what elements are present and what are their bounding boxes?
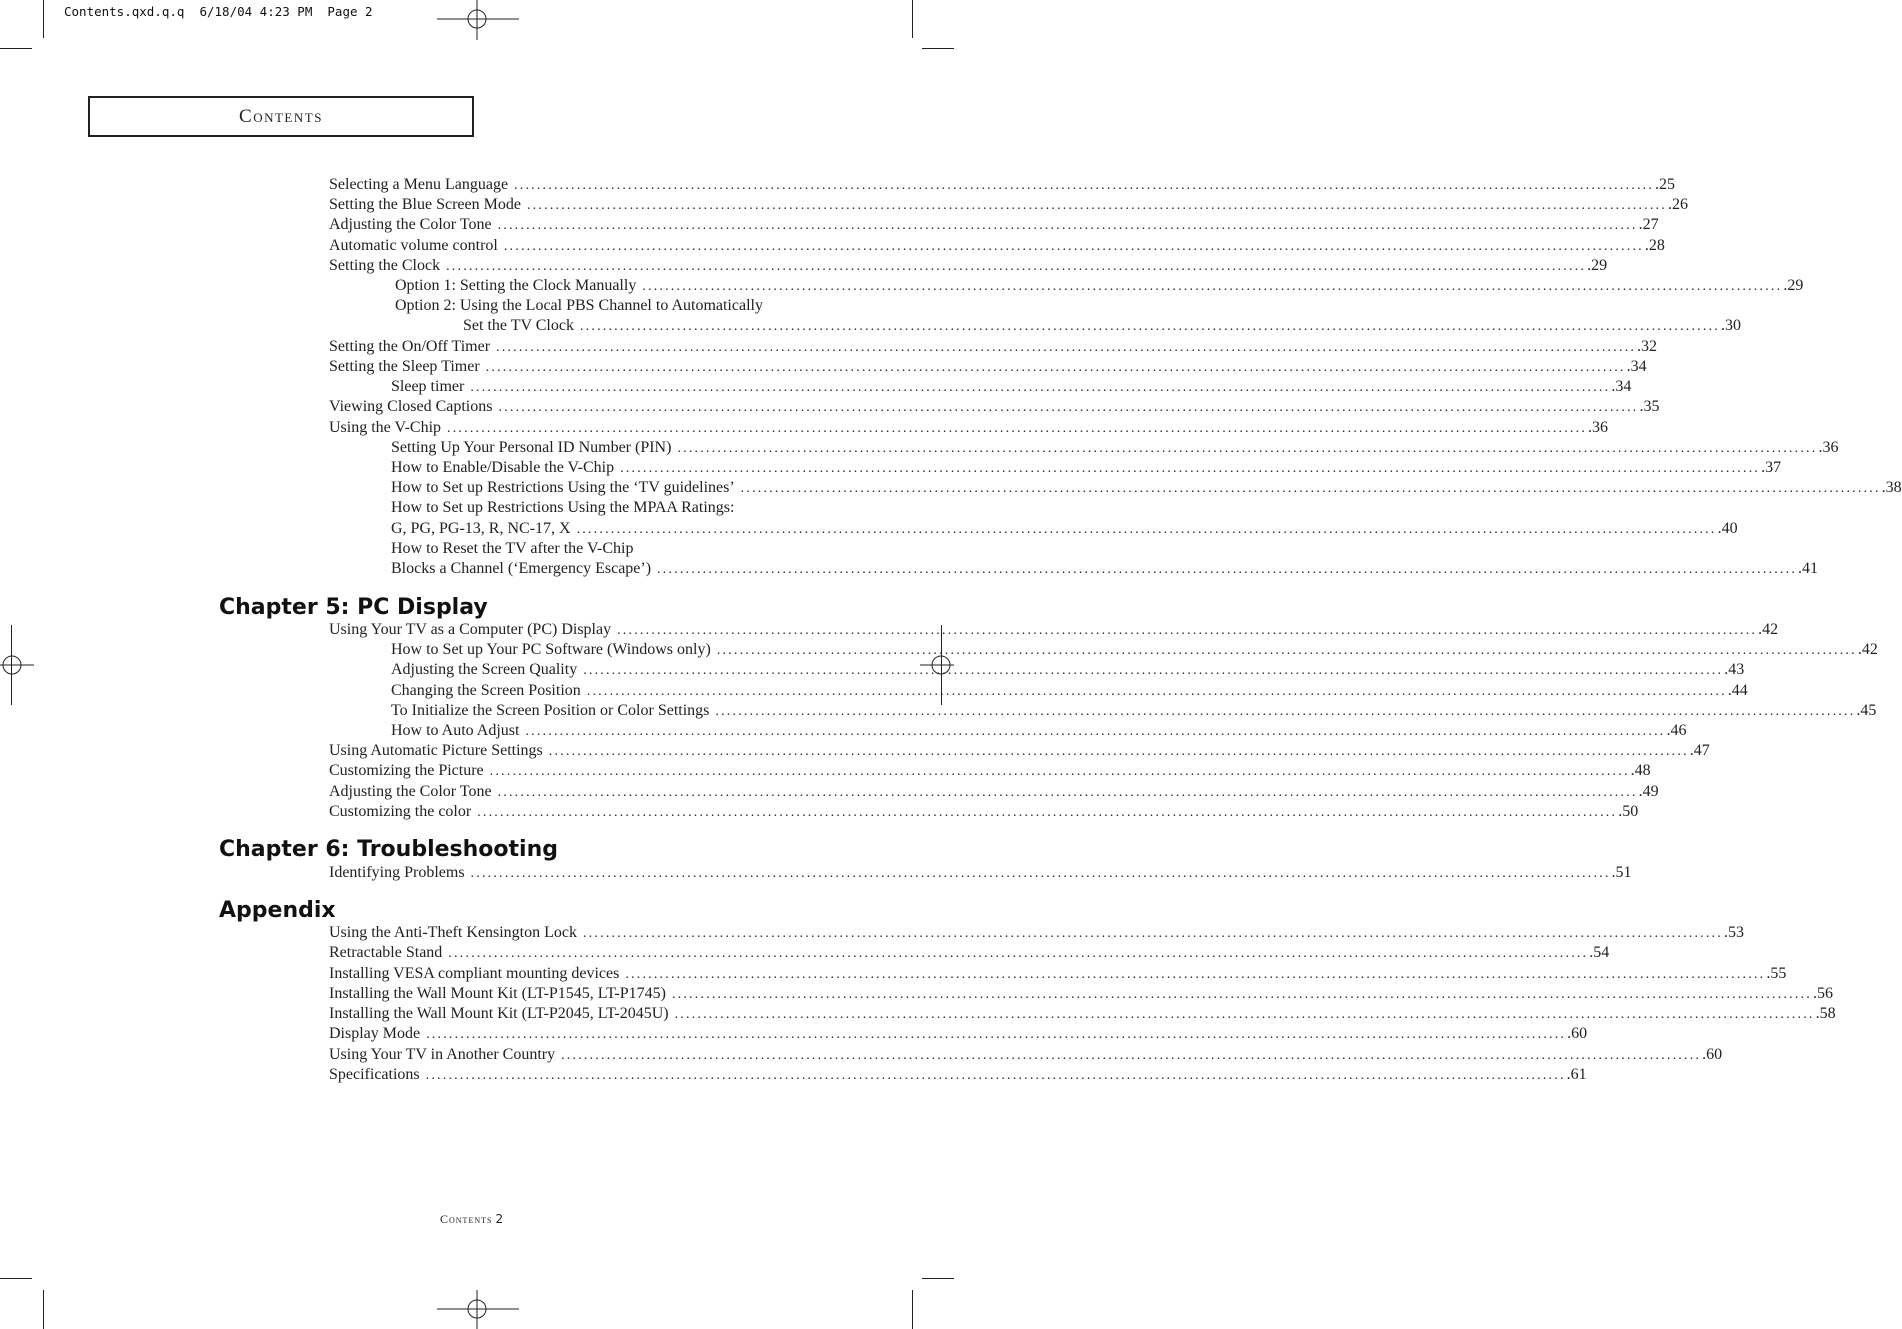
dot-leader: ........................................................................................................................................................................................................ xyxy=(470,866,1611,881)
toc-entry[interactable] xyxy=(329,782,1659,802)
dot-leader: ........................................................................................................................................................................................................ xyxy=(503,239,1644,254)
toc-entry[interactable] xyxy=(329,397,1660,417)
toc-entry[interactable] xyxy=(329,863,1632,883)
registration-mark-icon xyxy=(0,645,34,685)
dot-leader: ........................................................................................................................................................................................................ xyxy=(586,684,1727,699)
toc-entry[interactable] xyxy=(395,276,1804,296)
dot-leader: ........................................................................................................................................................................................................ xyxy=(526,198,1667,213)
toc-entry[interactable] xyxy=(329,175,1676,195)
toc-entry[interactable] xyxy=(329,357,1647,377)
toc-entry-title: Automatic volume control xyxy=(329,237,498,254)
toc-entry-page: .30 xyxy=(1720,317,1741,334)
toc-entry-title: Display Mode xyxy=(329,1025,421,1042)
toc-entry-page: .35 xyxy=(1639,398,1660,415)
toc-entry-title: Setting the On/Off Timer xyxy=(329,338,491,355)
toc-entry[interactable] xyxy=(329,741,1710,761)
toc-entry-title: Changing the Screen Position xyxy=(391,682,581,699)
toc-entry-title: Retractable Stand xyxy=(329,944,443,961)
toc-entry[interactable] xyxy=(329,418,1609,438)
toc-entry[interactable] xyxy=(329,802,1639,822)
toc-entry-title: Sleep timer xyxy=(391,378,465,395)
toc-entry-page: .44 xyxy=(1727,682,1748,699)
toc-entry-page: .53 xyxy=(1723,924,1744,941)
toc-entry-page: .42 xyxy=(1857,641,1878,658)
toc-entry-page: .48 xyxy=(1630,762,1651,779)
page-number: 2 xyxy=(495,1212,504,1226)
toc-entry[interactable] xyxy=(329,1045,1723,1065)
contents-header-box xyxy=(88,96,474,137)
toc-entry-page: .43 xyxy=(1724,661,1745,678)
chapter-heading: Appendix xyxy=(219,898,336,923)
toc-entry-page: .34 xyxy=(1626,358,1647,375)
toc-entry[interactable] xyxy=(329,984,1833,1004)
crop-mark xyxy=(0,48,32,49)
toc-entry[interactable] xyxy=(329,215,1659,235)
toc-entry-page: .34 xyxy=(1611,378,1632,395)
toc-entry[interactable] xyxy=(391,519,1738,539)
toc-entry-title: How to Auto Adjust xyxy=(391,722,520,739)
toc-entry[interactable] xyxy=(329,1004,1836,1024)
toc-entry[interactable] xyxy=(329,761,1651,781)
toc-entry-page: .46 xyxy=(1666,722,1687,739)
registration-mark-icon xyxy=(437,0,519,40)
crop-mark xyxy=(912,1290,913,1329)
toc-entry-title: How to Set up Your PC Software (Windows only) xyxy=(391,641,711,658)
dot-leader: ........................................................................................................................................................................................................ xyxy=(477,805,1618,820)
dot-leader: ........................................................................................................................................................................................................ xyxy=(674,1007,1815,1022)
toc-entry-page: .28 xyxy=(1644,237,1665,254)
toc-entry[interactable] xyxy=(329,943,1610,963)
toc-entry[interactable] xyxy=(329,620,1779,640)
toc-entry-title: Using the V-Chip xyxy=(329,419,442,436)
toc-entry[interactable] xyxy=(391,681,1748,701)
toc-entry-title: Adjusting the Color Tone xyxy=(329,216,492,233)
dot-leader: ........................................................................................................................................................................................................ xyxy=(497,218,1638,233)
dot-leader: ........................................................................................................................................................................................................ xyxy=(677,441,1818,456)
toc-entry-page: .36 xyxy=(1588,419,1609,436)
dot-leader: ........................................................................................................................................................................................................ xyxy=(426,1027,1567,1042)
toc-entry-title: Installing the Wall Mount Kit (LT-P1545, LT-P1745) xyxy=(329,985,666,1002)
dot-leader: ........................................................................................................................................................................................................ xyxy=(620,461,1761,476)
dot-leader: ........................................................................................................................................................................................................ xyxy=(514,178,1655,193)
toc-entry-page: .26 xyxy=(1667,196,1688,213)
toc-entry-page: .49 xyxy=(1638,783,1659,800)
dot-leader: ........................................................................................................................................................................................................ xyxy=(485,360,1626,375)
toc-entry-page: .32 xyxy=(1637,338,1658,355)
crop-mark xyxy=(912,0,913,38)
toc-entry-page: .61 xyxy=(1566,1066,1587,1083)
toc-entry-page: .45 xyxy=(1856,702,1877,719)
toc-entry-page: .50 xyxy=(1618,803,1639,820)
toc-entry-page: .25 xyxy=(1655,176,1676,193)
dot-leader: ........................................................................................................................................................................................................ xyxy=(576,522,1717,537)
page-title: Contents xyxy=(239,106,323,127)
toc-entry-title: Customizing the color xyxy=(329,803,472,820)
dot-leader: ........................................................................................................................................................................................................ xyxy=(548,744,1689,759)
crop-mark xyxy=(43,0,44,38)
toc-entry-title: Identifying Problems xyxy=(329,864,465,881)
toc-entry-page: .41 xyxy=(1798,560,1819,577)
toc-entry[interactable] xyxy=(391,640,1878,660)
toc-entry-title: How to Set up Restrictions Using the ‘TV guidelines’ xyxy=(391,479,735,496)
toc-entry-title: Customizing the Picture xyxy=(329,762,484,779)
dot-leader: ........................................................................................................................................................................................................ xyxy=(579,319,1720,334)
toc-entry-title: Blocks a Channel (‘Emergency Escape’) xyxy=(391,560,652,577)
toc-entry-title: To Initialize the Screen Position or Color Settings xyxy=(391,702,710,719)
toc-entry-title: Setting Up Your Personal ID Number (PIN) xyxy=(391,439,672,456)
dot-leader: ........................................................................................................................................................................................................ xyxy=(496,340,1637,355)
toc-entry-title: Setting the Clock xyxy=(329,257,441,274)
toc-entry-title: G, PG, PG-13, R, NC-17, X xyxy=(391,520,571,537)
toc-entry-page: .60 xyxy=(1702,1046,1723,1063)
toc-entry-page: .47 xyxy=(1689,742,1710,759)
toc-entry[interactable] xyxy=(329,1024,1588,1044)
toc-entry-title[interactable]: Option 2: Using the Local PBS Channel to Automatically xyxy=(395,297,763,314)
dot-leader: ........................................................................................................................................................................................................ xyxy=(525,724,1666,739)
toc-entry[interactable] xyxy=(329,964,1787,984)
toc-entry[interactable] xyxy=(391,701,1877,721)
toc-entry[interactable] xyxy=(391,438,1839,458)
crop-mark xyxy=(922,1278,954,1279)
toc-entry-title: Using Your TV as a Computer (PC) Display xyxy=(329,621,612,638)
dot-leader: ........................................................................................................................................................................................................ xyxy=(498,400,1639,415)
toc-entry[interactable] xyxy=(391,377,1632,397)
toc-entry-title: Using the Anti-Theft Kensington Lock xyxy=(329,924,577,941)
dot-leader: ........................................................................................................................................................................................................ xyxy=(657,562,1798,577)
toc-entry[interactable] xyxy=(329,1065,1587,1085)
toc-entry[interactable] xyxy=(329,923,1744,943)
dot-leader: ........................................................................................................................................................................................................ xyxy=(716,643,1857,658)
toc-entry-title: Installing the Wall Mount Kit (LT-P2045, LT-2045U) xyxy=(329,1005,669,1022)
dot-leader: ........................................................................................................................................................................................................ xyxy=(470,380,1611,395)
toc-entry-title: Selecting a Menu Language xyxy=(329,176,509,193)
toc-entry-title: Set the TV Clock xyxy=(463,317,574,334)
toc-entry[interactable] xyxy=(391,478,1902,498)
toc-entry[interactable] xyxy=(391,660,1745,680)
toc-entry-page: .36 xyxy=(1818,439,1839,456)
toc-entry-title[interactable]: How to Reset the TV after the V-Chip xyxy=(391,540,634,557)
print-slug: Contents.qxd.q.q 6/18/04 4:23 PM Page 2 xyxy=(64,4,373,19)
dot-leader: ........................................................................................................................................................................................................ xyxy=(447,421,1588,436)
page-footer xyxy=(440,1212,503,1227)
toc-entry-title: Setting the Sleep Timer xyxy=(329,358,480,375)
dot-leader: ........................................................................................................................................................................................................ xyxy=(740,481,1881,496)
toc-entry-title: Installing VESA compliant mounting devices xyxy=(329,965,620,982)
toc-entry-page: .56 xyxy=(1812,985,1833,1002)
toc-entry-page: .55 xyxy=(1766,965,1787,982)
toc-entry-title: Viewing Closed Captions xyxy=(329,398,493,415)
toc-entry-page: .29 xyxy=(1587,257,1608,274)
toc-entry-page: .29 xyxy=(1783,277,1804,294)
toc-entry-title: Setting the Blue Screen Mode xyxy=(329,196,521,213)
dot-leader: ........................................................................................................................................................................................................ xyxy=(642,279,1783,294)
dot-leader: ........................................................................................................................................................................................................ xyxy=(446,259,1587,274)
toc-entry-page: .37 xyxy=(1761,459,1782,476)
dot-leader: ........................................................................................................................................................................................................ xyxy=(625,967,1766,982)
toc-entry-title[interactable]: How to Set up Restrictions Using the MPAA Ratings: xyxy=(391,499,735,516)
footer-label: Contents xyxy=(440,1212,493,1226)
toc-entry[interactable] xyxy=(391,721,1687,741)
toc-entry[interactable] xyxy=(329,195,1688,215)
crop-mark xyxy=(0,1278,32,1279)
toc-entry-page: .51 xyxy=(1611,864,1632,881)
dot-leader: ........................................................................................................................................................................................................ xyxy=(448,946,1589,961)
toc-entry[interactable] xyxy=(329,256,1608,276)
toc-entry-title: Using Automatic Picture Settings xyxy=(329,742,543,759)
chapter-heading: Chapter 6: Troubleshooting xyxy=(219,837,558,862)
toc-entry-page: .27 xyxy=(1638,216,1659,233)
dot-leader: ........................................................................................................................................................................................................ xyxy=(425,1068,1566,1083)
crop-mark xyxy=(43,1290,44,1329)
dot-leader: ........................................................................................................................................................................................................ xyxy=(582,926,1723,941)
toc-entry-page: .54 xyxy=(1589,944,1610,961)
registration-mark-icon xyxy=(437,1290,519,1329)
chapter-heading: Chapter 5: PC Display xyxy=(219,595,488,620)
toc-entry[interactable] xyxy=(329,337,1658,357)
dot-leader: ........................................................................................................................................................................................................ xyxy=(561,1048,1702,1063)
toc-entry-title: Adjusting the Screen Quality xyxy=(391,661,578,678)
toc-entry[interactable] xyxy=(391,559,1819,579)
toc-entry-page: .58 xyxy=(1815,1005,1836,1022)
toc-entry-page: .38 xyxy=(1881,479,1902,496)
toc-entry-title: Specifications xyxy=(329,1066,420,1083)
toc-entry-title: Using Your TV in Another Country xyxy=(329,1046,556,1063)
dot-leader: ........................................................................................................................................................................................................ xyxy=(671,987,1812,1002)
toc-entry[interactable] xyxy=(463,316,1741,336)
dot-leader: ........................................................................................................................................................................................................ xyxy=(715,704,1856,719)
toc-entry-title: Option 1: Setting the Clock Manually xyxy=(395,277,637,294)
toc-entry-title: How to Enable/Disable the V-Chip xyxy=(391,459,615,476)
dot-leader: ........................................................................................................................................................................................................ xyxy=(489,764,1630,779)
dot-leader: ........................................................................................................................................................................................................ xyxy=(617,623,1758,638)
toc-entry-page: .60 xyxy=(1567,1025,1588,1042)
toc-entry-page: .42 xyxy=(1758,621,1779,638)
toc-entry-title: Adjusting the Color Tone xyxy=(329,783,492,800)
toc-entry[interactable] xyxy=(329,236,1665,256)
toc-entry[interactable] xyxy=(391,458,1782,478)
toc-entry-page: .40 xyxy=(1717,520,1738,537)
crop-mark xyxy=(922,48,954,49)
dot-leader: ........................................................................................................................................................................................................ xyxy=(497,785,1638,800)
dot-leader: ........................................................................................................................................................................................................ xyxy=(583,663,1724,678)
